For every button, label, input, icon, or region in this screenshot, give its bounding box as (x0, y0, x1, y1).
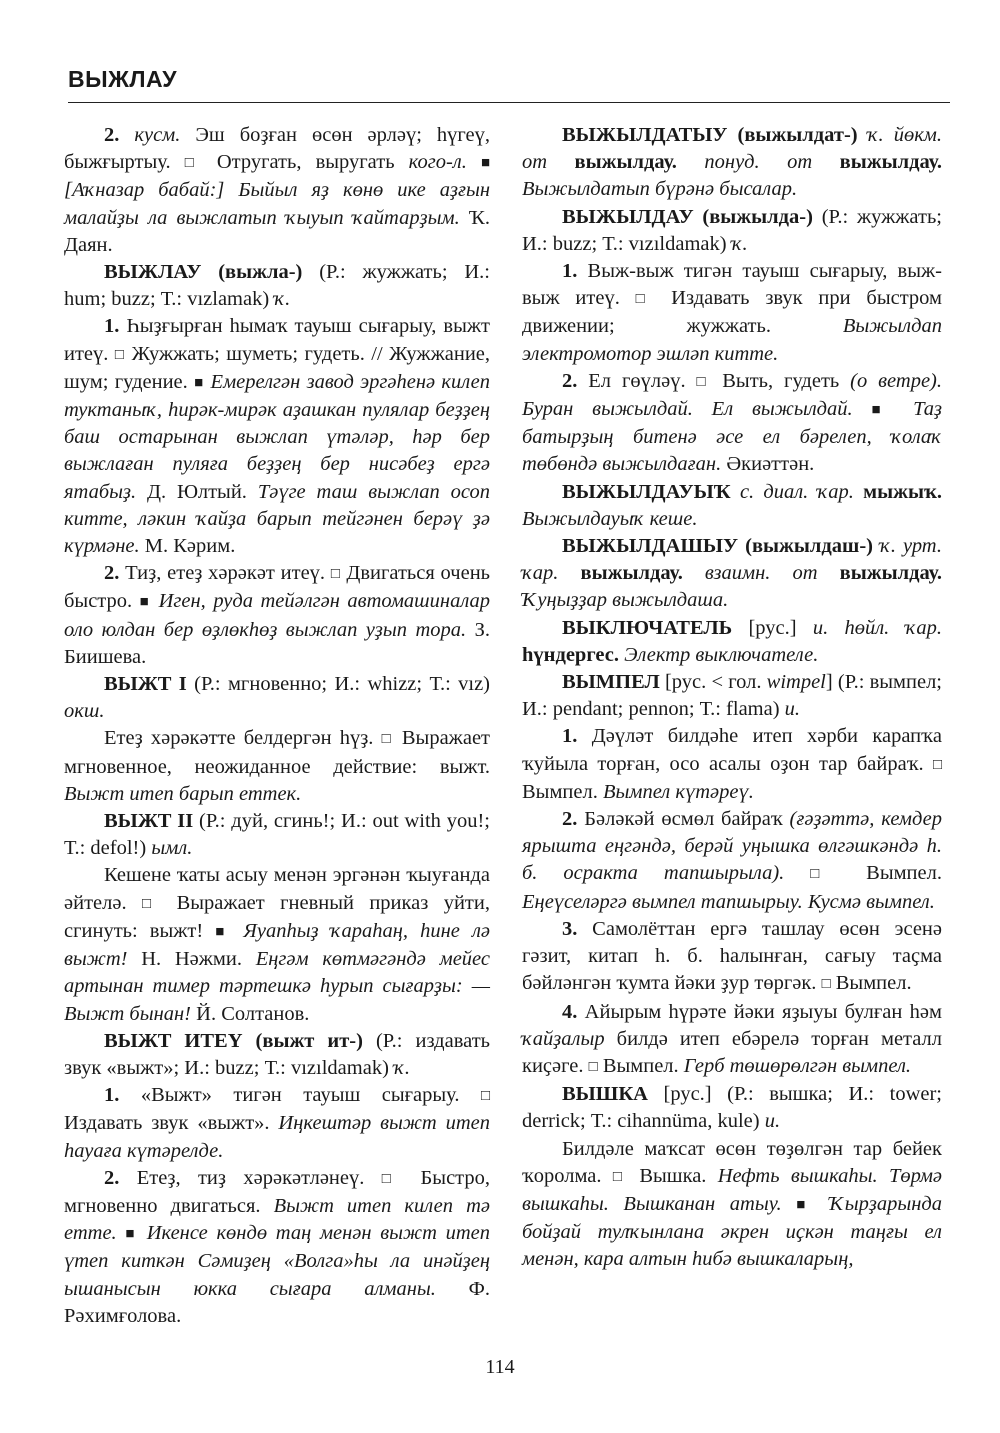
text-run: Жужжать; шуметь; гудеть. // Жужжание, шум; гудение. (64, 342, 491, 393)
left-column (64, 122, 490, 1330)
dictionary-paragraph (64, 1082, 490, 1165)
text-run: Нефть вышкаһы. Төрмә вышкаһы. Вышканан атыу. (522, 1164, 943, 1215)
dictionary-paragraph (64, 560, 490, 671)
text-run: ВЫЖТ ИТЕҮ (выжт ит-) (104, 1029, 363, 1052)
translation-marker-icon: □ (141, 895, 162, 912)
text-run: Выжылдауыҡ кеше. (522, 507, 698, 530)
translation-marker-icon: □ (810, 866, 841, 883)
text-run: кого-л. (408, 151, 467, 174)
example-marker-icon: ■ (194, 374, 205, 391)
text-run: Етеҙ, тиҙ хәрәкәтләнеү. (119, 1166, 382, 1189)
text-run: ҡ. йөкм. от (522, 124, 942, 174)
dictionary-paragraph (64, 259, 490, 313)
text-run: 4. (562, 1000, 578, 1023)
text-run: Кешене ҡаты асыу менән эргәнән ҡыуғанда әйтелә. (64, 864, 490, 914)
text-run: и. (784, 698, 801, 721)
example-marker-icon: ■ (139, 594, 152, 611)
text-run: Бәләкәй өсмөл байраҡ (577, 808, 790, 831)
text-run: [Аҡназар бабай:] Быйыл яҙ көнө ике аҙғын малайҙы ла выжлатып ҡыуып ҡайтарҙым. (64, 179, 490, 229)
example-marker-icon: ■ (215, 923, 232, 940)
text-run: мыжыҡ. (853, 480, 943, 503)
text-run: Әкиәттән. (721, 453, 815, 476)
text-run: Икенсе көндө таң менән выжт итеп үтеп киткән Сәмиҙең «Волга»һы ла инәйҙең ышанысын юкка сығара алманы. (64, 1222, 490, 1300)
text-run: Выражает гневный приказ уйти, сгинуть: выжт! (64, 891, 490, 942)
text-run: ҡайҙалыр (522, 1027, 605, 1050)
text-run: Издавать звук «выжт». (64, 1112, 279, 1135)
text-run: Быстро, мгновенно двигаться. (64, 1166, 491, 1217)
text-run: 2. (104, 562, 120, 585)
text-run: ВЫМПЕЛ (562, 671, 660, 694)
dictionary-paragraph (64, 122, 490, 259)
text-run: Эш боҙған өсөн әрләү; һүгеү, быжғыртыу. (64, 124, 491, 174)
text-run: Вымпел. (597, 1054, 684, 1077)
dictionary-paragraph (522, 669, 942, 723)
text-run: (о ветре). (850, 369, 942, 392)
text-run: Яуапһыҙ ҡараһаң, һине лә выжт! (64, 919, 491, 971)
text-run: Вышка. (628, 1164, 718, 1187)
text-run: билдә итеп ебәрелә торған металл киҫәге. (522, 1027, 942, 1077)
text-run: 2. (562, 808, 578, 831)
text-run: ВЫКЛЮЧАТЕЛЬ (562, 616, 733, 639)
dictionary-paragraph (522, 533, 942, 615)
dictionary-paragraph (522, 916, 942, 999)
text-run: Билдәле маҡсат өсөн төҙөлгән тар бейек ҡоролма. (522, 1137, 942, 1187)
text-run: Тәүге таш выжлап осоп китте, ләкин ҡайҙа барып тейгәнен берәү ҙә күрмәне. (64, 480, 490, 558)
text-run: выжылдау. (817, 562, 942, 585)
text-run: (Р.: издавать звук «выжт»; И.: buzz; Т.: vızıldamak) (64, 1029, 491, 1079)
text-run: Издавать звук при быстром движении; жужжать. (522, 287, 942, 338)
text-run (467, 151, 481, 173)
text-run: [рус.] (Р.: вышка; И.: tower; derrick; Т.: cihannüma, kule) (522, 1083, 942, 1133)
text-run: Выражает мгновенное, неожиданное действие: выжт. (64, 727, 491, 778)
text-run: wimpel (766, 671, 826, 694)
text-run: 1. (104, 1084, 120, 1107)
text-run: Двигаться очень быстро. (64, 562, 491, 613)
text-run: Ел гөүләү. (577, 369, 697, 392)
text-run: (ғәҙәттә, кемдер ярышта еңгәндә, берәй уңышка өлгәшкәндә һ. б. осракта тапшырыла). (522, 808, 942, 885)
text-run: ҡ. (274, 288, 291, 311)
dictionary-paragraph (522, 806, 942, 916)
text-run: Н. Нәжми. (127, 948, 256, 971)
example-marker-icon: ■ (125, 1226, 138, 1243)
text-run: ] (Р.: вымпел; И.: pendant; pennon; Т.: flama) (522, 671, 943, 721)
translation-marker-icon: □ (612, 1168, 629, 1185)
translation-marker-icon: □ (184, 155, 203, 172)
text-run: взаимн. от (682, 562, 818, 585)
text-run: и. (764, 1110, 781, 1133)
text-run: ВЫЖЫЛДАУЫҠ (562, 480, 731, 503)
text-run: Таҙ батырҙың битенә әсе ел бәрелеп, ҡолаҡ төбөндә выжылдаған. (522, 398, 943, 476)
text-run: ҡ. (394, 1056, 410, 1079)
translation-marker-icon: □ (821, 976, 831, 993)
text-run: (Р.: дуй, сгинь!; И.: out with you!; Т.: defol!) (64, 810, 490, 860)
translation-marker-icon: □ (932, 756, 942, 773)
dictionary-paragraph (522, 368, 942, 479)
text-run: понуд. от (676, 151, 813, 174)
dictionary-paragraph (64, 862, 490, 1027)
text-run: 2. (104, 124, 135, 146)
text-run: һүндергес. (522, 643, 619, 666)
text-run: с. диал. ҡар. (730, 480, 854, 503)
translation-marker-icon: □ (330, 566, 341, 583)
right-column (522, 122, 942, 1274)
dictionary-paragraph (64, 808, 490, 862)
example-marker-icon: ■ (796, 1196, 815, 1213)
text-run: Герб төшөрөлгән вымпел. (683, 1054, 912, 1077)
translation-marker-icon: □ (381, 731, 394, 748)
text-run: выжылдау. (547, 151, 677, 174)
translation-marker-icon: □ (588, 1058, 598, 1075)
text-run (784, 862, 810, 884)
example-marker-icon: ■ (480, 155, 491, 172)
text-run: Еңеүселәргә вымпел тапшырыу. Кусмә вымпел. (522, 890, 935, 913)
text-run: [рус. < гол. (659, 671, 767, 694)
text-run: (Р.: мгновенно; И.: whizz; Т.: vız) (186, 673, 490, 696)
text-run: (Р.: жужжать; И.: buzz; Т.: vızıldamak) (522, 205, 942, 255)
dictionary-paragraph (522, 615, 942, 669)
page-number: 114 (485, 1356, 515, 1378)
text-run: 1. (104, 315, 120, 338)
example-marker-icon: ■ (871, 402, 895, 419)
text-run: Электр выключателе. (618, 643, 819, 666)
dictionary-paragraph (64, 725, 490, 808)
text-run: Еңгәм көтмәгәндә мейес артынан тимер тәртешкә һурып сығарҙы: — Выжт бынан! (64, 948, 490, 1025)
running-head: ВЫЖЛАУ (68, 66, 178, 92)
text-run: Иген, руда тейәлгән автомашиналар оло юлдан бер өҙлөкһөҙ выжлап уҙып тора. (64, 590, 491, 641)
text-run: Выть, гудеть (711, 369, 851, 392)
text-run: М. Кәрим. (139, 535, 236, 558)
text-run: Выжт итеп барып еттек. (64, 782, 302, 805)
text-run: Выжылдатып бүрәнә бысалар. (522, 178, 798, 201)
translation-marker-icon: □ (114, 346, 126, 363)
text-run: 2. (104, 1166, 120, 1189)
text-run: выжылдау. (812, 151, 942, 174)
text-run: Вымпел күтәреү. (602, 780, 754, 803)
text-run (853, 398, 872, 420)
text-run: Выж-выж тигән тауыш сығарыу, выж-выж итеү. (522, 260, 942, 310)
header-rule (68, 102, 950, 103)
text-run: ВЫЖТ II (104, 810, 194, 833)
dictionary-paragraph (522, 258, 942, 368)
text-run: «Выжт» тигән тауыш сығарыу. (119, 1084, 481, 1107)
text-run: ВЫЖЛАУ (выжла-) (104, 261, 303, 284)
text-run: 2. (562, 369, 578, 392)
text-run: ымл. (151, 837, 193, 860)
dictionary-paragraph (64, 313, 490, 560)
text-run: ВЫЖЫЛДАУ (выжылда-) (562, 205, 813, 228)
translation-marker-icon: □ (480, 1088, 490, 1105)
text-run: Ф. Рәхимғолова. (64, 1277, 490, 1327)
dictionary-paragraph (522, 479, 942, 533)
text-run: ВЫЖТ I (104, 673, 187, 696)
translation-marker-icon: □ (381, 1170, 404, 1187)
text-run: Вымпел. (522, 780, 603, 803)
dictionary-paragraph (64, 671, 490, 725)
text-run: Дәүләт билдәһе итеп хәрби карапҡа ҡуйыла торған, осо асалы оҙон тар байраҡ. (522, 725, 942, 775)
dictionary-paragraph (522, 999, 942, 1082)
dictionary-paragraph (522, 1081, 942, 1135)
text-run: З. Биишева. (64, 618, 490, 668)
text-run: Самолёттан ергә ташлау өсөн эсенә гәзит, китап һ. б. һалынған, сағыу таҫма бәйләнгән ҡумта йәки ҙур төргәк. (522, 917, 942, 995)
text-run: кусм. (134, 124, 181, 146)
text-run: 3. (562, 917, 578, 940)
text-run: Тиҙ, етеҙ хәрәкәт итеү. (119, 562, 331, 585)
text-run: Ҡ. Даян. (64, 206, 490, 256)
dictionary-paragraph (64, 1165, 490, 1330)
text-run: окш. (64, 700, 105, 723)
text-run: Ҡуңыҙҙар выжылдаша. (522, 589, 729, 612)
text-run: ҡ. урт. ҡар. (522, 535, 942, 585)
text-run: Вымпел. (830, 972, 912, 995)
text-run: Выжт итеп килеп тә етте. (64, 1194, 490, 1245)
text-run: Емерелгән завод эргәһенә килеп туктаныҡ, һирәк-мирәк аҙашкан пулялар беҙҙең баш остарынан выжлап үтәләр, һәр бер выжлаған пуляға беҙҙең бер нисәбеҙ ергә ятабыҙ. (64, 370, 491, 503)
dictionary-paragraph (522, 723, 942, 806)
text-run: Иңкештәр выжт итеп һауаға күтәрелде. (64, 1112, 490, 1162)
dictionary-paragraph (522, 1136, 942, 1274)
translation-marker-icon: □ (696, 373, 712, 390)
text-run: ВЫЖЫЛДАШЫУ (выжылдаш-) (562, 535, 873, 558)
text-run: ВЫШКА (562, 1083, 648, 1106)
text-run: [рус.] (732, 616, 813, 639)
text-run: ВЫЖЫЛДАТЫУ (выжылдат-) (562, 124, 858, 146)
translation-marker-icon: □ (635, 291, 656, 308)
text-run: Етеҙ хәрәкәтте белдергән һүҙ. (104, 727, 382, 750)
text-run: Ҡырҙарында бойҙай тулҡынлана әкрен иҫкән таңғы ел менән, кара алтын һибә вышкаларың, (522, 1192, 943, 1271)
text-run: Д. Юлтый. (136, 480, 258, 503)
text-run: Й. Солтанов. (191, 1002, 310, 1025)
text-run: Айырым һүрәте йәки яҙыуы булған һәм (577, 1000, 942, 1023)
text-run (782, 1193, 797, 1215)
text-run: Буран выжылдай. Ел выжылдай. (522, 398, 853, 421)
text-run: (Р.: жужжать; И.: hum; buzz; Т.: vızlamak) (64, 261, 490, 311)
dictionary-paragraph (522, 122, 942, 204)
text-run: Һыҙғырған һымаҡ тауыш сығарыу, выжт итеү. (64, 315, 490, 365)
text-run: Отругать, выругать (202, 151, 409, 174)
text-run: и. һөйл. ҡар. (812, 616, 942, 639)
dictionary-paragraph (64, 1028, 490, 1082)
text-run: выжылдау. (558, 562, 683, 585)
text-run: Выжылдап электромотор эшләп китте. (522, 315, 942, 365)
text-run: 1. (562, 725, 578, 748)
text-run: Вымпел. (840, 862, 942, 885)
text-run: 1. (562, 260, 578, 283)
dictionary-paragraph (522, 204, 942, 258)
text-run: ҡ. (731, 232, 748, 255)
